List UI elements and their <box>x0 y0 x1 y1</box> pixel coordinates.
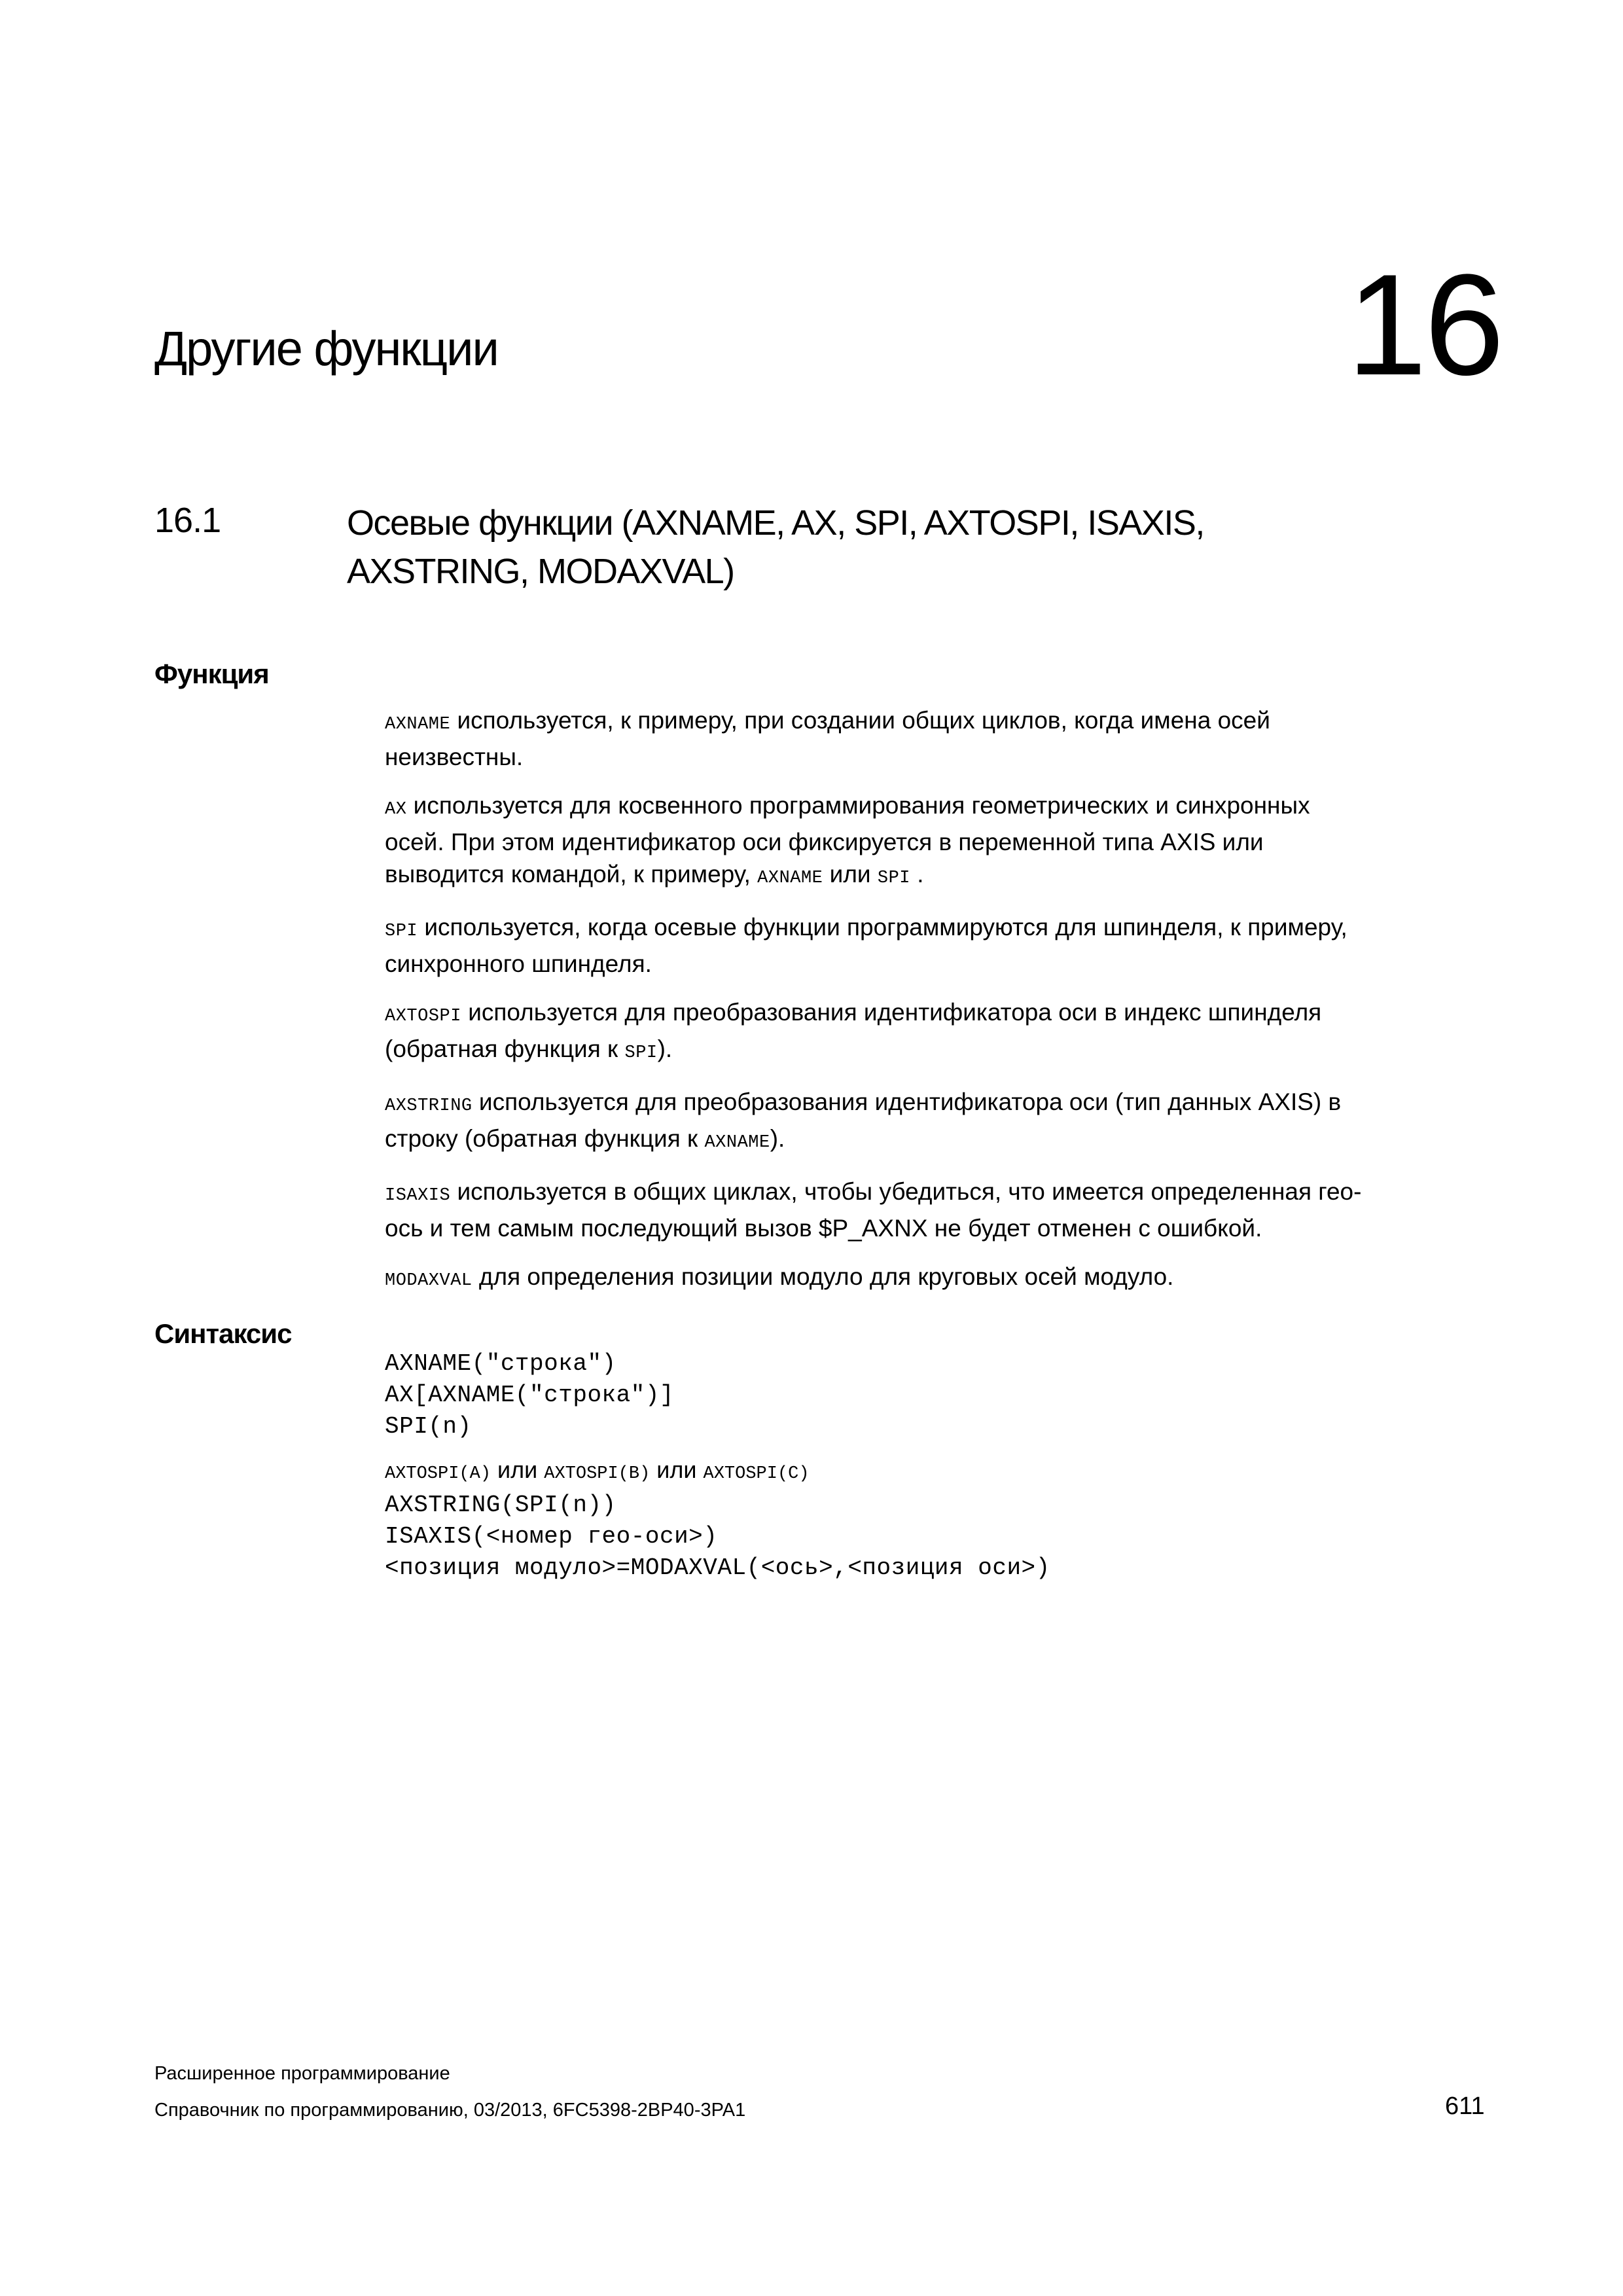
function-description <box>385 704 1510 1314</box>
paragraph-ax <box>385 789 1510 895</box>
footer-book-title: Расширенное программирование <box>154 2063 450 2084</box>
paragraph-axtospi <box>385 996 1510 1069</box>
section-title <box>347 499 1525 596</box>
text: для определения позиции модуло для круговых осей модуло. <box>472 1263 1174 1290</box>
footer-reference: Справочник по программированию, 03/2013, 6FC5398-2BP40-3PA1 <box>154 2100 746 2121</box>
code-fragment: AXTOSPI(B) <box>544 1464 651 1484</box>
text: используется для преобразования идентификатора оси в индекс шпинделя <box>461 999 1322 1026</box>
text: используется, к примеру, при создании общих циклов, когда имена осей <box>450 707 1270 734</box>
keyword: MODAXVAL <box>385 1271 473 1291</box>
function-heading: Функция <box>154 658 269 689</box>
chapter-title: Другие функции <box>154 321 498 376</box>
text: ). <box>770 1125 785 1152</box>
text: (обратная функция к <box>385 1035 625 1062</box>
paragraph-axstring <box>385 1086 1510 1159</box>
code-line: SPI(n) <box>385 1413 472 1440</box>
text: или <box>823 861 878 888</box>
text: . <box>910 861 924 888</box>
code-line: AXNAME("строка") <box>385 1350 616 1377</box>
code-line: AX[AXNAME("строка")] <box>385 1382 675 1408</box>
text: неизвестны. <box>385 744 524 770</box>
keyword: AXNAME <box>704 1133 770 1153</box>
text: строку (обратная функция к <box>385 1125 705 1152</box>
syntax-heading: Синтаксис <box>154 1318 292 1349</box>
text: используется для преобразования идентификатора оси (тип данных AXIS) в <box>472 1088 1342 1115</box>
keyword: AXTOSPI <box>385 1007 461 1026</box>
text: ось и тем самым последующий вызов $P_AXNX не будет отменен с ошибкой. <box>385 1215 1262 1242</box>
paragraph-spi <box>385 911 1510 980</box>
code-fragment: AXTOSPI(A) <box>385 1464 491 1484</box>
section-number: 16.1 <box>154 501 221 540</box>
paragraph-isaxis <box>385 1175 1510 1244</box>
text: синхронного шпинделя. <box>385 950 652 977</box>
keyword: AXNAME <box>757 869 823 888</box>
text: используется для косвенного программирования геометрических и синхронных <box>406 792 1310 819</box>
keyword: SPI <box>624 1043 658 1063</box>
chapter-number: 16 <box>1347 244 1502 405</box>
syntax-code <box>385 1348 1510 1584</box>
section-title-line-2: AXSTRING, MODAXVAL) <box>347 552 734 591</box>
code-line: ISAXIS(<номер гео-оси>) <box>385 1523 718 1550</box>
paragraph-axname <box>385 704 1510 773</box>
keyword: AX <box>385 800 407 819</box>
keyword: SPI <box>385 922 418 941</box>
text: используется, когда осевые функции программируются для шпинделя, к примеру, <box>418 914 1347 941</box>
paragraph-modaxval <box>385 1261 1510 1297</box>
text: используется в общих циклах, чтобы убедиться, что имеется определенная гео- <box>450 1178 1362 1205</box>
text: или <box>650 1456 704 1483</box>
code-line-alternatives <box>385 1454 1510 1490</box>
text: ). <box>657 1035 673 1062</box>
text: выводится командой, к примеру, <box>385 861 758 888</box>
section-title-line-1: Осевые функции (AXNAME, AX, SPI, AXTOSPI, ISAXIS, <box>347 503 1204 543</box>
page-number: 611 <box>1445 2092 1485 2120</box>
text: осей. При этом идентификатор оси фиксируется в переменной типа AXIS или <box>385 829 1264 855</box>
text: или <box>491 1456 544 1483</box>
keyword: SPI <box>877 869 910 888</box>
keyword: ISAXIS <box>385 1186 451 1206</box>
keyword: AXSTRING <box>385 1096 473 1116</box>
code-fragment: AXTOSPI(C) <box>703 1464 810 1484</box>
code-line: AXSTRING(SPI(n)) <box>385 1492 616 1518</box>
keyword: AXNAME <box>385 715 451 734</box>
code-line: <позиция модуло>=MODAXVAL(<ось>,<позиция оси>) <box>385 1554 1050 1581</box>
